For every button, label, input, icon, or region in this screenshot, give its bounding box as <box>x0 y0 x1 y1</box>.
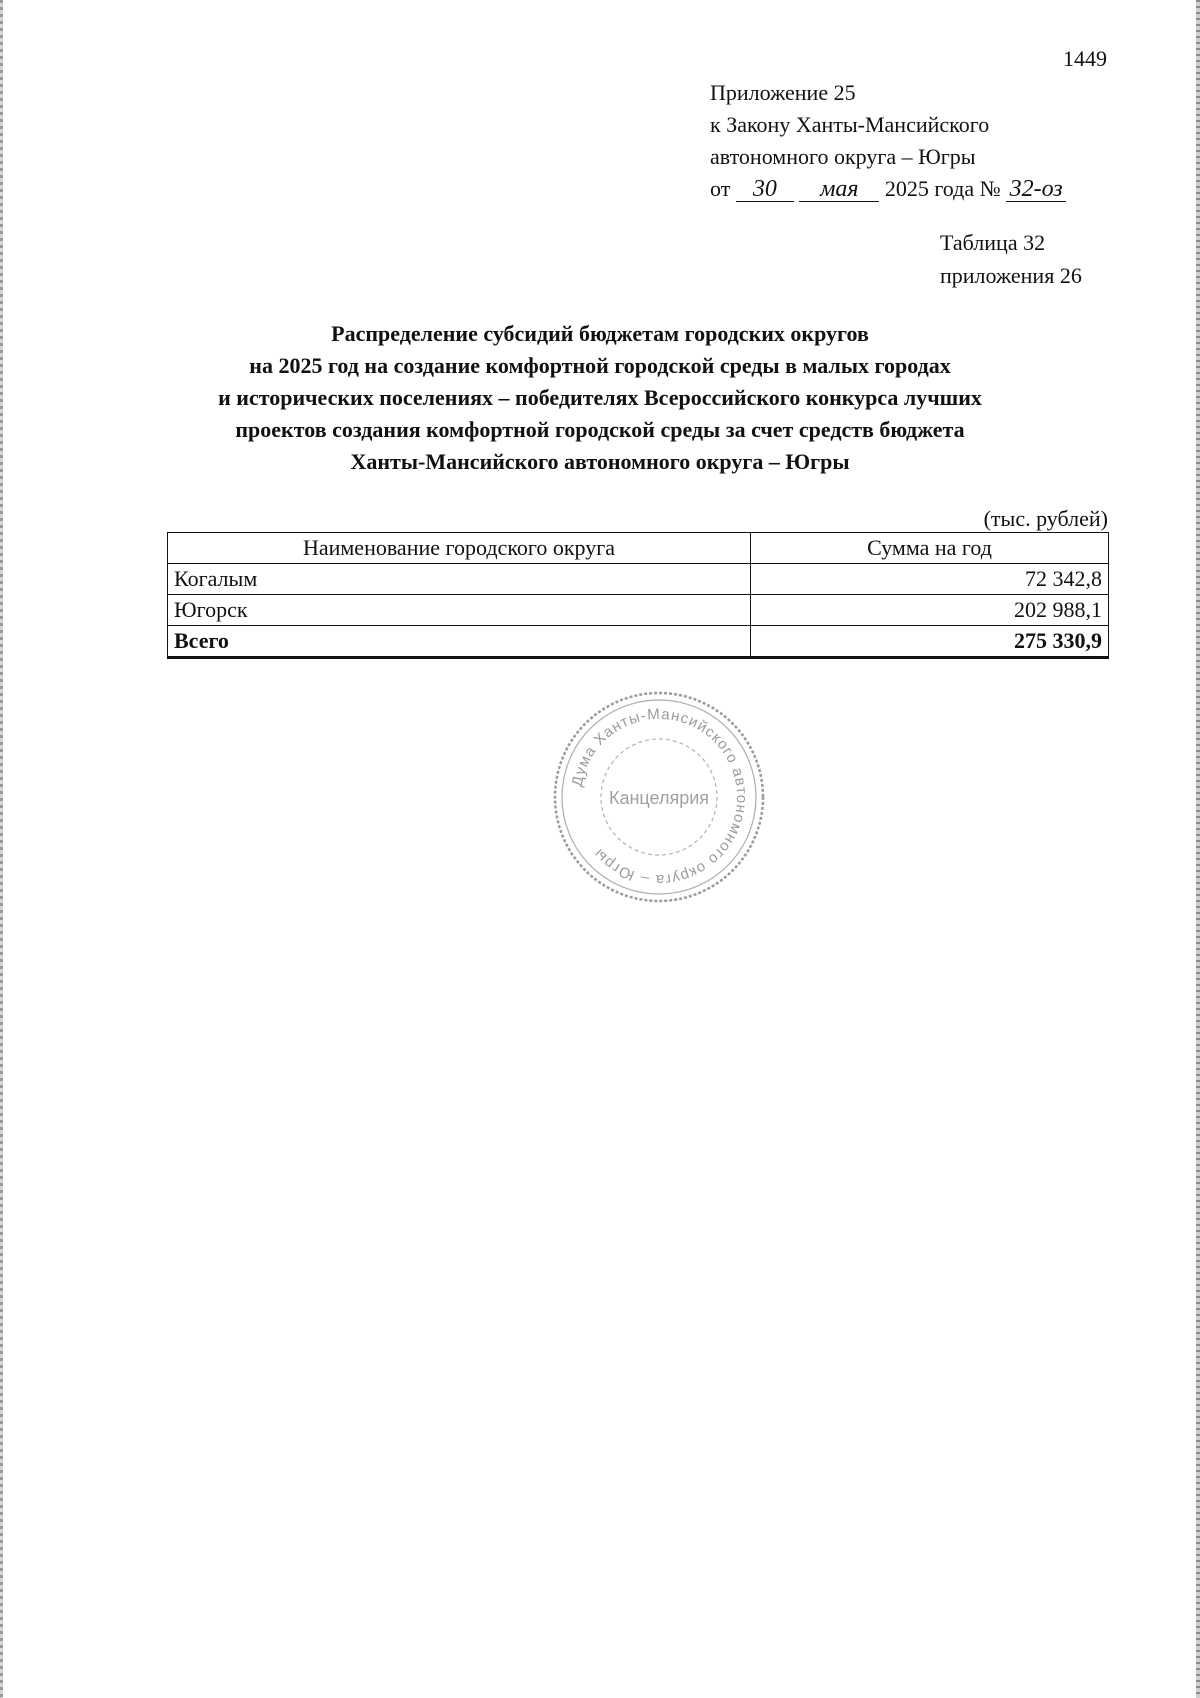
document-title <box>120 318 1080 478</box>
units-label: (тыс. рублей) <box>983 506 1108 531</box>
page-number: 1449 <box>1063 46 1107 71</box>
total-label-cell: Всего <box>168 626 751 658</box>
date-prefix: от <box>710 176 731 201</box>
table-header-row <box>168 533 1109 564</box>
table-total-row <box>168 626 1109 658</box>
header-annual-amount: Сумма на год <box>751 533 1109 564</box>
title-line-5: Ханты-Мансийского автономного округа – Югры <box>350 449 850 474</box>
table-row <box>168 564 1109 595</box>
title-line-1: Распределение субсидий бюджетам городских округов <box>331 321 869 346</box>
approval-line-1: Приложение 25 <box>710 80 856 105</box>
seal-stamp-icon <box>549 687 769 907</box>
district-name-cell: Югорск <box>168 595 751 626</box>
table-ref-line-2: приложения 26 <box>940 263 1082 288</box>
title-line-2: на 2025 год на создание комфортной городской среды в малых городах <box>249 353 951 378</box>
approval-block <box>710 77 1066 205</box>
title-line-4: проектов создания комфортной городской среды за счет средств бюджета <box>235 417 965 442</box>
amount-cell: 72 342,8 <box>751 564 1109 595</box>
amount-cell: 202 988,1 <box>751 595 1109 626</box>
date-month: мая <box>799 177 879 202</box>
table-row <box>168 595 1109 626</box>
law-number: 32-оз <box>1006 177 1066 202</box>
scan-edge-right <box>1196 0 1200 1698</box>
table-reference <box>940 226 1082 292</box>
date-year: 2025 года № <box>884 176 1001 201</box>
seal-center-text: Канцелярия <box>608 788 710 808</box>
scan-edge-left <box>0 0 3 1698</box>
date-day: 30 <box>736 177 794 202</box>
seal-ring-text: Дума Ханты-Мансийского автономного округа – Югры <box>568 705 751 889</box>
approval-line-3: автономного округа – Югры <box>710 144 976 169</box>
district-name-cell: Когалым <box>168 564 751 595</box>
title-line-3: и исторических поселениях – победителях Всероссийского конкурса лучших <box>218 385 982 410</box>
approval-date-line <box>710 173 1066 205</box>
table-ref-line-1: Таблица 32 <box>940 230 1046 255</box>
approval-line-2: к Закону Ханты-Мансийского <box>710 112 990 137</box>
header-district-name: Наименование городского округа <box>168 533 751 564</box>
subsidy-table <box>167 532 1109 659</box>
total-amount-cell: 275 330,9 <box>751 626 1109 658</box>
official-seal <box>549 687 769 907</box>
